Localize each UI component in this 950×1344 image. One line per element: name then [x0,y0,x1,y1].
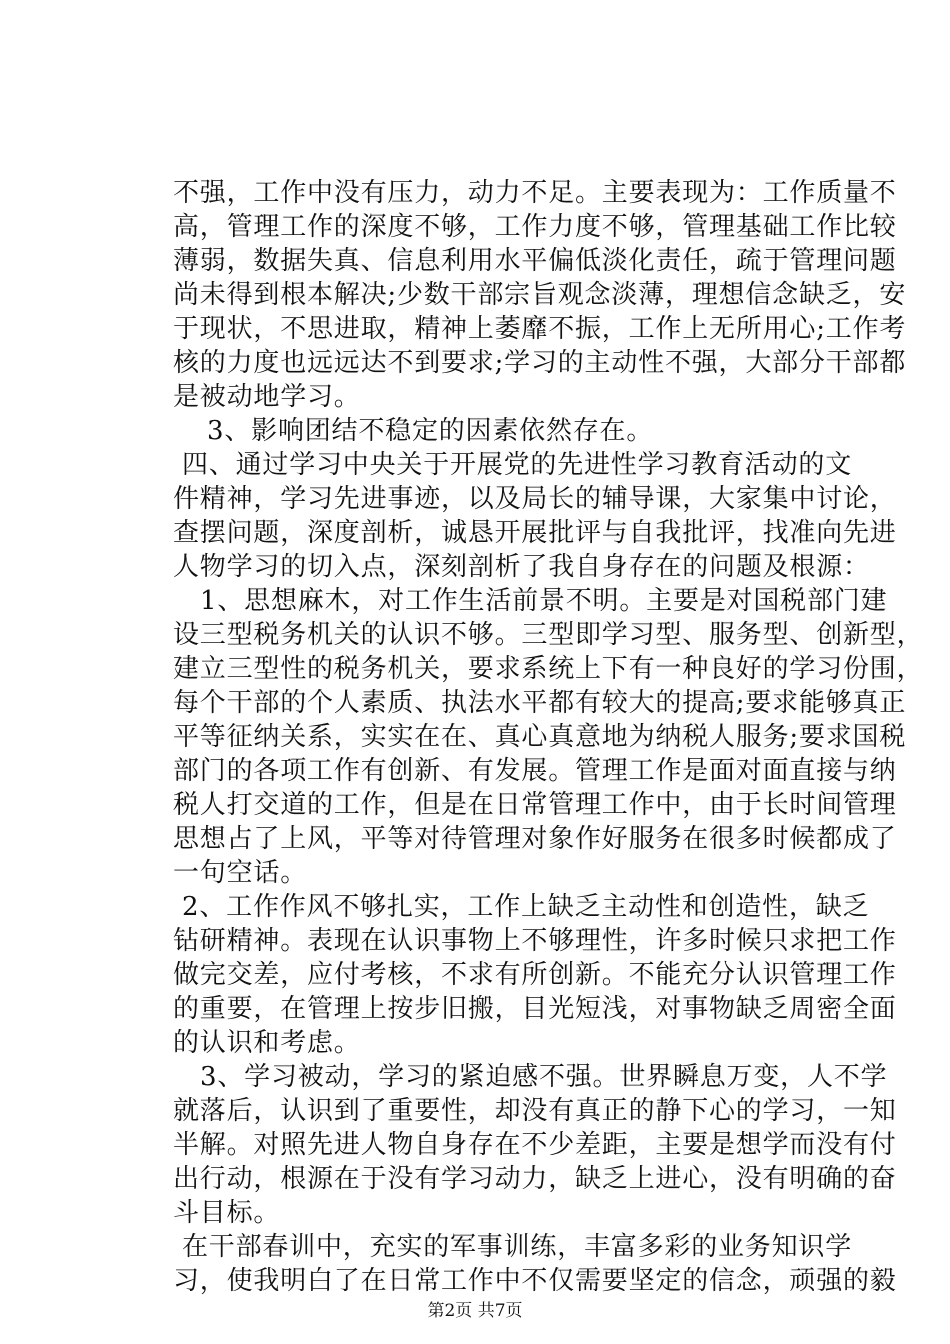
body-text-line: 不强，工作中没有压力，动力不足。主要表现为：工作质量不 [173,178,897,208]
body-text-line: 尚未得到根本解决;少数干部宗旨观念淡薄，理想信念缺乏，安 [173,280,907,310]
body-text-line: 做完交差，应付考核，不求有所创新。不能充分认识管理工作 [173,960,897,990]
body-text-line: 1、思想麻木，对工作生活前景不明。主要是对国税部门建 [200,586,888,616]
body-text-line: 人物学习的切入点，深刻剖析了我自身存在的问题及根源： [173,552,870,582]
body-text-line: 半解。对照先进人物自身存在不少差距，主要是想学而没有付 [173,1130,897,1160]
body-text-line: 3、学习被动，学习的紧迫感不强。世界瞬息万变，人不学 [200,1062,888,1092]
body-text-line: 是被动地学习。 [173,382,361,412]
body-text-line: 习，使我明白了在日常工作中不仅需要坚定的信念，顽强的毅 [173,1266,897,1296]
page-number-footer: 第2页 共7页 [427,1301,523,1321]
body-text-line: 思想占了上风，平等对待管理对象作好服务在很多时候都成了 [173,824,897,854]
body-text-line: 设三型税务机关的认识不够。三型即学习型、服务型、创新型， [173,620,924,650]
body-text-line: 一句空话。 [173,858,308,888]
body-text-line: 的认识和考虑。 [173,1028,361,1058]
body-text-line: 件精神，学习先进事迹，以及局长的辅导课，大家集中讨论， [173,484,897,514]
body-text-line: 于现状，不思进取，精神上萎靡不振，工作上无所用心;工作考 [173,314,907,344]
body-text-line: 税人打交道的工作，但是在日常管理工作中，由于长时间管理 [173,790,897,820]
body-text-line: 高，管理工作的深度不够，工作力度不够，管理基础工作比较 [173,212,897,242]
body-text-line: 钻研精神。表现在认识事物上不够理性，许多时候只求把工作 [173,926,897,956]
body-text-line: 四、通过学习中央关于开展党的先进性学习教育活动的文 [182,450,853,480]
body-text-line: 2、工作作风不够扎实，工作上缺乏主动性和创造性，缺乏 [182,892,870,922]
body-text-line: 出行动，根源在于没有学习动力，缺乏上进心，没有明确的奋 [173,1164,897,1194]
body-text-line: 3、影响团结不稳定的因素依然存在。 [207,416,654,446]
body-text-line: 斗目标。 [173,1198,281,1228]
body-text-line: 核的力度也远远达不到要求;学习的主动性不强，大部分干部都 [173,348,907,378]
body-text-line: 在干部春训中，充实的军事训练，丰富多彩的业务知识学 [182,1232,853,1262]
body-text-line: 建立三型性的税务机关，要求系统上下有一种良好的学习份围， [173,654,924,684]
body-text-line: 查摆问题，深度剖析，诚恳开展批评与自我批评，找准向先进 [173,518,897,548]
body-text-line: 部门的各项工作有创新、有发展。管理工作是面对面直接与纳 [173,756,897,786]
body-text-line: 薄弱，数据失真、信息利用水平偏低淡化责任，疏于管理问题 [173,246,897,276]
body-text-line: 每个干部的个人素质、执法水平都有较大的提高;要求能够真正 [173,688,907,718]
body-text-line: 的重要，在管理上按步旧搬，目光短浅，对事物缺乏周密全面 [173,994,897,1024]
body-text-line: 平等征纳关系，实实在在、真心真意地为纳税人服务;要求国税 [173,722,907,752]
body-text-line: 就落后，认识到了重要性，却没有真正的静下心的学习，一知 [173,1096,897,1126]
